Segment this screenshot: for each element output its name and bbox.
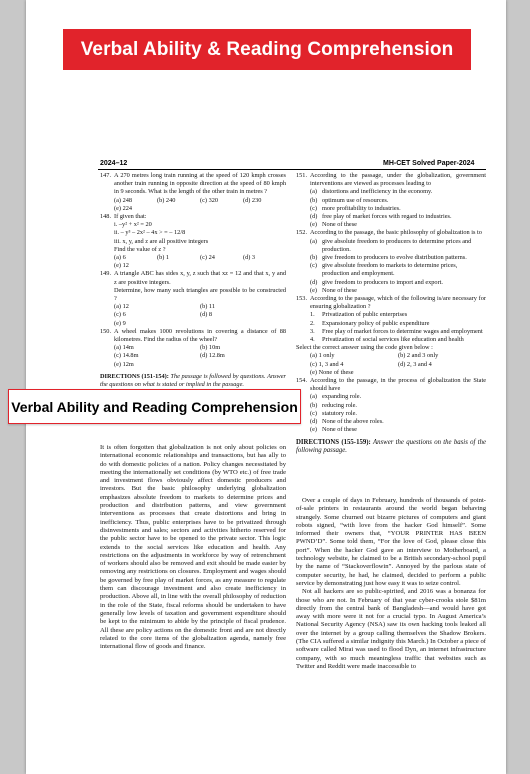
right-column: 151. According to the passage, under the globalization, government interventions are viewed as processes leading to (a) distortions and inefficiency in the economy. (b) optimum use of resources. (c) more profitability to industries. (d) free play of market forces with regard to industries. (e) None of these 152. According to the passage, the basic philosophy of globalization is to (a) give absolute freedom to producers to determine prices and production. (b) give freedom to producers to evolve distribution patterns. (c) give absolute freedom to markets to determine prices, production and employment. (d) give freedom to producers to import and export. (e) None of these 153. According to the passage, which of the following is/are necessary for ensuring globalization ? 1. Privatization of public enterprises 2. Expansionary policy of public expenditure 3. Free play of market forces to determine wages and employment 4. Privatization of social services like education and health Select the correct answer using the code given below : (a) 1 only (b) 2 and 3 only (c) 1, 3 and 4 (d) 2, 3 and 4 (e) None of these 154. According to the passage, in the process of globalization the State should have (a) expanding role. (b) reducing role. (c) statutory role. (d) None of the above roles. (e) None of these DIRECTIONS (155-159): Answer the questions on the basis of the following passage.: [296, 172, 487, 454]
question-153-options: (a) 1 only (b) 2 and 3 only (c) 1, 3 and 4 (d) 2, 3 and 4: [310, 352, 439, 368]
question-152: 152. According to the passage, the basic philosophy of globalization is to: [296, 229, 482, 237]
question-148: 148. If given that:: [100, 213, 147, 221]
question-154: 154. According to the passage, in the process of globalization the State should have: [296, 377, 486, 393]
question-150-options: (a) 14m (b) 10m (c) 14.8m (d) 12.8m: [114, 344, 225, 360]
left-column: 147. A 270 metres long train running at the speed of 120 kmph crosses another train running in opposite direction at the speed of 80 kmph in 9 seconds. What is the length of the other train in metres ? (a) 248 (b) 240 (c) 320 (d) 230 (e) 224 148. If given that: i. –y² + x² = 20 ii. – y³ – 2x² – 4x > = – 12/8 iii. x, y, and z are all positive integers Find the value of z ? (a) 6 (b) 1 (c) 24 (d) 3 (e) 12 149. A triangle ABC has sides x, y, z such that xz = 12 and that x, y and z are positive integers. Determine, how many such triangles are possible to be constructed ? (a) 12 (b) 11 (c) 6 (d) 8 (e) 9 150. A wheel makes 1000 revolutions in covering a distance of 88 kilometres. Find the radius of the wheel? (a) 14m (b) 10m (c) 14.8m (d) 12.8m (e) 12m DIRECTIONS (151-154): The passage is followed by questions. Answer the questions on what is stated or implied in the passage.: [100, 172, 286, 389]
paper-title-header: MH-CET Solved Paper-2024: [383, 160, 475, 167]
question-149-options: (a) 12 (b) 11 (c) 6 (d) 8: [114, 303, 215, 319]
header-divider: [98, 169, 486, 170]
page-number-header: 2024–12: [100, 160, 128, 167]
question-147: 147. A 270 metres long train running at the speed of 120 kmph crosses another train running in opposite direction at the speed of 80 kmph in 9 seconds. What is the length of the other train in metres ?: [100, 172, 286, 196]
question-149: 149. A triangle ABC has sides x, y, z such that xz = 12 and that x, y and z are positive integers.: [100, 270, 286, 286]
question-151: 151. According to the passage, under the globalization, government interventions are viewed as processes leading to: [296, 172, 486, 188]
document-page: [26, 0, 506, 774]
directions-155-159: DIRECTIONS (155-159): Answer the questions on the basis of the following passage.: [296, 438, 487, 454]
question-153: 153. According to the passage, which of the following is/are necessary for ensuring globalization ?: [296, 295, 486, 311]
section-label-overlay: Verbal Ability and Reading Comprehension: [8, 389, 301, 424]
hacking-passage: Over a couple of days in February, hundreds of thousands of point-of-sale printers in restaurants around the world began behaving strangely. Some churned out bizarre pictures of computers and giant robots signed, “with love from the hacker God himself”. Some informed their owners that, “YOUR PRINTER HAS BEEN PWND’D”. Some told them, “For the love of God, please close this port”. When the hacker God gave an interview to Motherboard, a technology website, he claimed to be a British secondary-school pupil by the name of “Stackoverflowin”. Annoyed by the parlous state of computer security, he had, he claimed, decided to perform a public service by demonstrating just how easy it was to seize control. Not all hackers are so public-spirited, and 2016 was a bonanza for those who are not. In February of that year cyber-crooks stole $81m directly from the central bank of Bangladesh—and would have got away with more were it not for a crucial typo. In August America’s National Security Agency (NSA) saw its own hacking tools leaked all over the internet by a group calling themselves the Shadow Brokers. (The CIA suffered a similar indignity this March.) In October a piece of software called Mirai was used to flood Dyn, an internet infrastructure company, with so much meaningless traffic that websites such as Twitter and Reddit were made inaccessible to: [296, 497, 486, 670]
section-title-banner: Verbal Ability & Reading Comprehension: [63, 29, 471, 70]
directions-151-154: DIRECTIONS (151-154): The passage is followed by questions. Answer the questions on what is stated or implied in the passage.: [100, 372, 286, 389]
question-147-options: (a) 248 (b) 240 (c) 320 (d) 230: [114, 196, 262, 204]
question-148-options: (a) 6 (b) 1 (c) 24 (d) 3: [114, 254, 256, 262]
globalization-passage: It is often forgotten that globalization is not only about policies on international economic relationships and transactions, but has ally to do with domestic policies of a nation. Policy changes necessitated by meeting the internationally set conditions (by WTO etc.) of free trade and investment flows obviously affect domestic producers and investors. But the basic philosophy underlying globalization emphasizes absolute freedom to markets to determine prices and production and distribution patterns, and view government interventions as processes that create distortions and bring in inefficiency. Thus, public enterprises have to be privatized through disinvestments and sales; sectors and activities hitherto reserved for the public sector have to be opened to the private sector. This logic extends to the social services like education and health. Any restrictions on the adjustments in workforce by way of retrenchment of workers should also be removed and exit should be made easier by removing any restrictions on closures. Employment and wages should be governed by free play of market forces, as any measure to regulate them can discourage investment and also create inefficiency in production. Above all, in line with the overall philosophy of reduction in the role of the State, fiscal reforms should be undertaken to have generally low levels of taxation and government expenditure should be kept to the minimum to abide by the principle of fiscal prudence. All these are policy actions on the domestic front and are not directly related to the core items of the globalization agenda, namely free international flow of goods and finance.: [100, 444, 286, 651]
question-150: 150. A wheel makes 1000 revolutions in covering a distance of 88 kilometres. Find the radius of the wheel?: [100, 327, 286, 344]
